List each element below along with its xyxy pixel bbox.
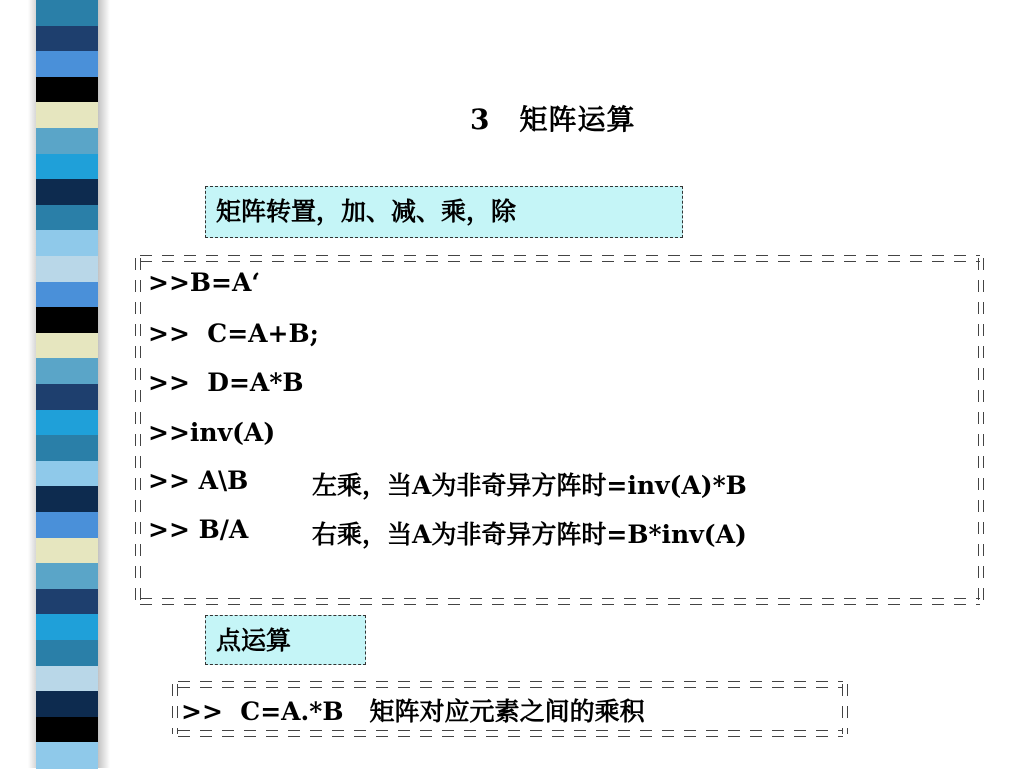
code-line-dot-multiply: >> C=A.*B 矩阵对应元素之间的乘积 — [181, 697, 645, 726]
stripe-segment — [36, 666, 98, 693]
stripe-segment — [36, 486, 98, 513]
stripe-segment — [36, 589, 98, 616]
stripe-segment — [36, 0, 98, 27]
code-line-transpose: >>B=A‘ — [148, 268, 261, 297]
stripe-segment — [36, 691, 98, 718]
stripe-segment — [36, 358, 98, 385]
decorative-stripe — [36, 0, 98, 768]
stripe-segment — [36, 256, 98, 283]
stripe-segment — [36, 154, 98, 181]
stripe-segment — [36, 742, 98, 769]
section-label-text: 矩阵转置，加、减、乘，除 — [216, 197, 517, 226]
slide-title: 3 矩阵运算 — [470, 103, 636, 136]
code-line-right-divide: >> B/A — [148, 515, 249, 544]
stripe-segment — [36, 26, 98, 53]
section-label-dot-ops — [205, 615, 366, 665]
stripe-segment — [36, 51, 98, 78]
code-line-multiply: >> D=A*B — [148, 368, 304, 397]
stripe-segment — [36, 717, 98, 744]
stripe-segment — [36, 205, 98, 232]
code-line-left-divide: >> A\B — [148, 466, 249, 495]
stripe-segment — [36, 461, 98, 488]
code-line-inverse: >>inv(A) — [148, 418, 276, 447]
stripe-segment — [36, 230, 98, 257]
frame2-top — [178, 681, 843, 688]
stripe-segment — [36, 640, 98, 667]
stripe-segment — [36, 282, 98, 309]
stripe-segment — [36, 563, 98, 590]
stripe-segment — [36, 307, 98, 334]
frame-bottom — [140, 598, 980, 605]
section-label-text: 点运算 — [216, 626, 292, 655]
code-line-add: >> C=A+B; — [148, 319, 319, 348]
stripe-segment — [36, 435, 98, 462]
note-left-divide: 左乘，当A为非奇异方阵时=inv(A)*B — [312, 471, 747, 500]
frame2-bottom — [178, 730, 843, 737]
stripe-shadow-left — [28, 0, 36, 768]
frame2-left — [172, 684, 178, 734]
section-label-matrix-ops — [205, 186, 683, 238]
stripe-segment — [36, 512, 98, 539]
stripe-segment — [36, 102, 98, 129]
stripe-shadow — [98, 0, 110, 768]
stripe-segment — [36, 179, 98, 206]
stripe-segment — [36, 77, 98, 104]
stripe-segment — [36, 410, 98, 437]
stripe-segment — [36, 538, 98, 565]
note-right-divide: 右乘，当A为非奇异方阵时=B*inv(A) — [312, 520, 747, 549]
stripe-segment — [36, 614, 98, 641]
frame-top — [140, 255, 980, 262]
frame2-right — [842, 684, 848, 734]
stripe-segment — [36, 384, 98, 411]
frame-left — [135, 258, 141, 602]
stripe-segment — [36, 128, 98, 155]
frame-right — [978, 258, 984, 602]
stripe-segment — [36, 333, 98, 360]
